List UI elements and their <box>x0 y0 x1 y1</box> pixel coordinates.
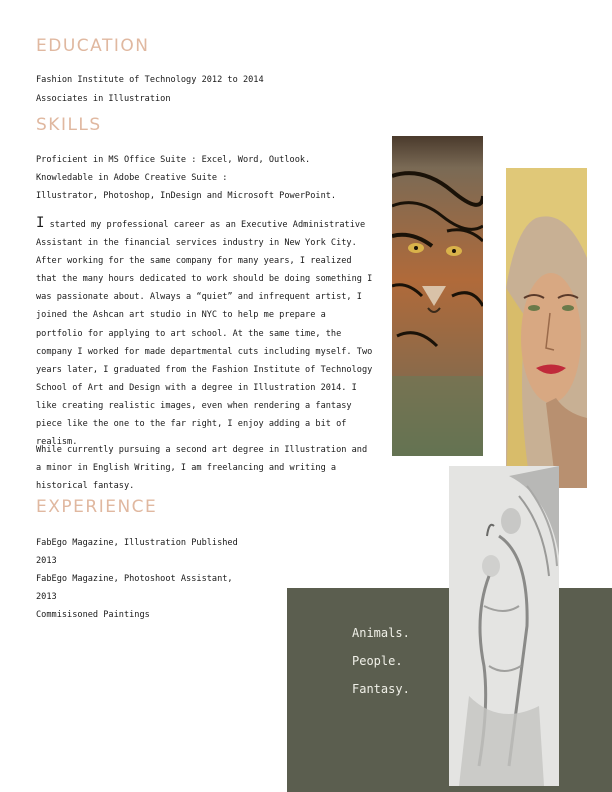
skills-line: Proficient in MS Office Suite : Excel, Word, Outlook. <box>36 155 311 165</box>
tiger-illustration <box>392 136 483 456</box>
skills-line: Illustrator, Photoshop, InDesign and Microsoft PowerPoint. <box>36 191 337 201</box>
experience-line: FabEgo Magazine, Photoshoot Assistant, <box>36 574 233 584</box>
bio-paragraph-2: While currently pursuing a second art degree in Illustration and a minor in English Writing, I am freelancing and writing a historical fantasy. <box>36 445 368 492</box>
experience-line: FabEgo Magazine, Illustration Published <box>36 538 238 548</box>
education-heading: EDUCATION <box>36 36 150 56</box>
education-line: Fashion Institute of Technology 2012 to 2014 <box>36 75 264 85</box>
tagline-people: People. <box>352 654 403 668</box>
experience-line: 2013 <box>36 556 57 566</box>
experience-line: 2013 <box>36 592 57 602</box>
bio-dropcap: I <box>36 215 45 231</box>
bio-paragraph <box>36 214 376 451</box>
education-line: Associates in Illustration <box>36 94 171 104</box>
bio-paragraph-text: started my professional career as an Executive Administrative Assistant in the financial services industry in New York City. After working for the same company for many years, I realized that the many hours dedicated to work should be doing something I was passionate about. Always a “quiet” and infrequent artist, I joined the Ashcan art studio in NYC to help me prepare a portfolio for applying to art school. At the same time, the company I worked for made departmental cuts including myself. Two years later, I graduated from the Fashion Institute of Technology School of Art and Design with a degree in Illustration 2014. I like creating realistic images, even when rendering a fantasy piece like the one to the far right, I enjoy adding a bit of realism. <box>36 220 373 448</box>
tagline-fantasy: Fantasy. <box>352 682 410 696</box>
skills-heading: SKILLS <box>36 115 102 135</box>
fantasy-illustration <box>449 466 559 786</box>
portrait-illustration <box>506 168 587 488</box>
tagline-animals: Animals. <box>352 626 410 640</box>
experience-line: Commisisoned Paintings <box>36 610 150 620</box>
skills-line: Knowledable in Adobe Creative Suite : <box>36 173 228 183</box>
experience-heading: EXPERIENCE <box>36 497 158 517</box>
